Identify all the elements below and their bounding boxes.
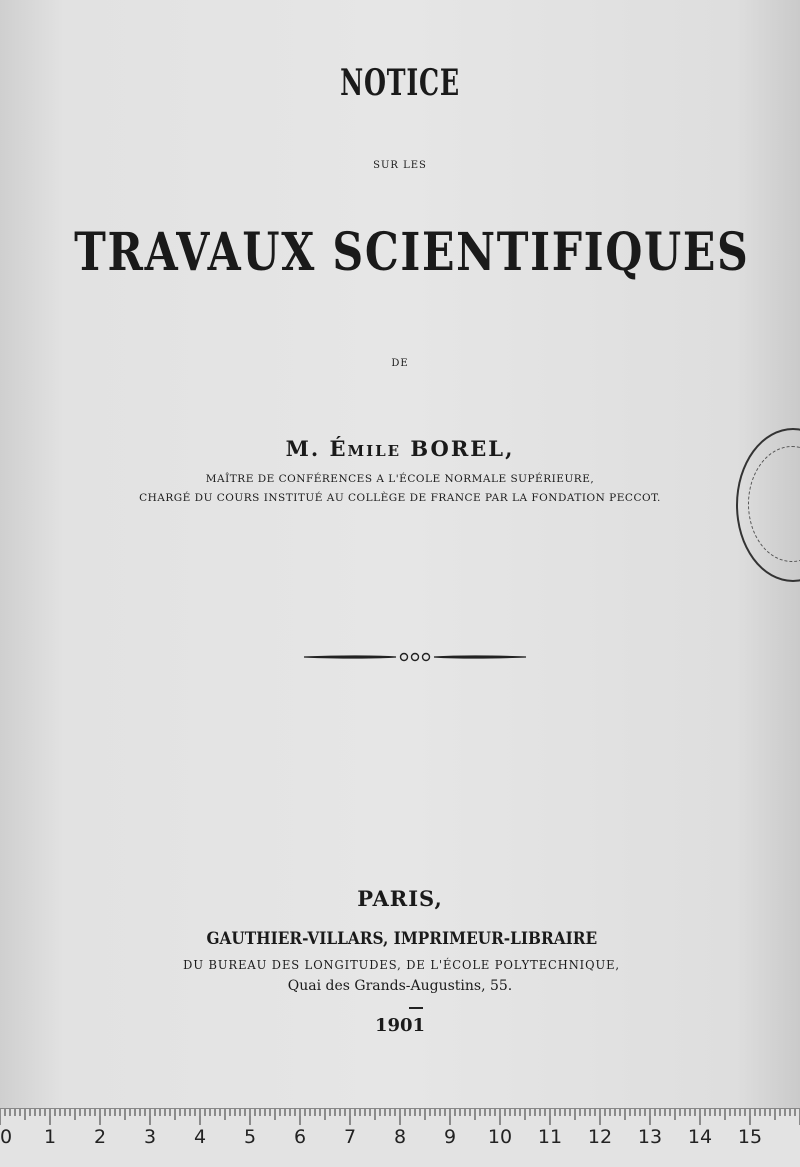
ruler-number: 1 — [43, 1126, 57, 1148]
imprint-publisher-line-2: DU BUREAU DES LONGITUDES, DE L'ÉCOLE POLYTECHNIQUE, — [183, 957, 620, 972]
ruler-number: 8 — [393, 1126, 407, 1148]
ruler-number: 2 — [93, 1126, 107, 1148]
ruler-number: 3 — [143, 1126, 157, 1148]
title-sur-les: SUR LES — [373, 160, 427, 171]
ruler-number: 12 — [587, 1126, 613, 1148]
ruler-number: 0 — [0, 1126, 13, 1148]
ruler-number: 15 — [737, 1126, 763, 1148]
author-name — [0, 436, 800, 461]
author-prefix: M. É — [285, 436, 348, 461]
affiliation-line-1: MAÎTRE DE CONFÉRENCES A L'ÉCOLE NORMALE SUPÉRIEURE, — [205, 473, 595, 485]
ruler-number: 10 — [487, 1126, 513, 1148]
title-notice: NOTICE — [340, 62, 460, 104]
author-small-caps: MILE — [347, 442, 402, 460]
ruler-number: 6 — [293, 1126, 307, 1148]
ruler-number: 4 — [193, 1126, 207, 1148]
imprint-year: 1901 — [374, 1015, 426, 1036]
ruler-number: 13 — [637, 1126, 663, 1148]
imprint-publisher: GAUTHIER-VILLARS, IMPRIMEUR-LIBRAIRE — [206, 929, 598, 949]
imprint-address: Quai des Grands-Augustins, 55. — [287, 978, 513, 994]
ruler-number: 11 — [537, 1126, 563, 1148]
affiliation-line-2: CHARGÉ DU COURS INSTITUÉ AU COLLÈGE DE FRANCE PAR LA FONDATION PECCOT. — [139, 492, 661, 504]
title-de: DE — [391, 358, 409, 369]
ruler-number: 14 — [687, 1126, 713, 1148]
ornamental-divider — [300, 646, 530, 668]
ruler-number: 5 — [243, 1126, 257, 1148]
author-surname: BOREL, — [410, 436, 515, 461]
title-travaux-scientifiques: TRAVAUX SCIENTIFIQUES — [74, 222, 750, 283]
year-dash — [409, 1007, 423, 1009]
imprint-city: PARIS, — [357, 886, 443, 911]
ruler-number: 7 — [343, 1126, 357, 1148]
ruler-number: 9 — [443, 1126, 457, 1148]
